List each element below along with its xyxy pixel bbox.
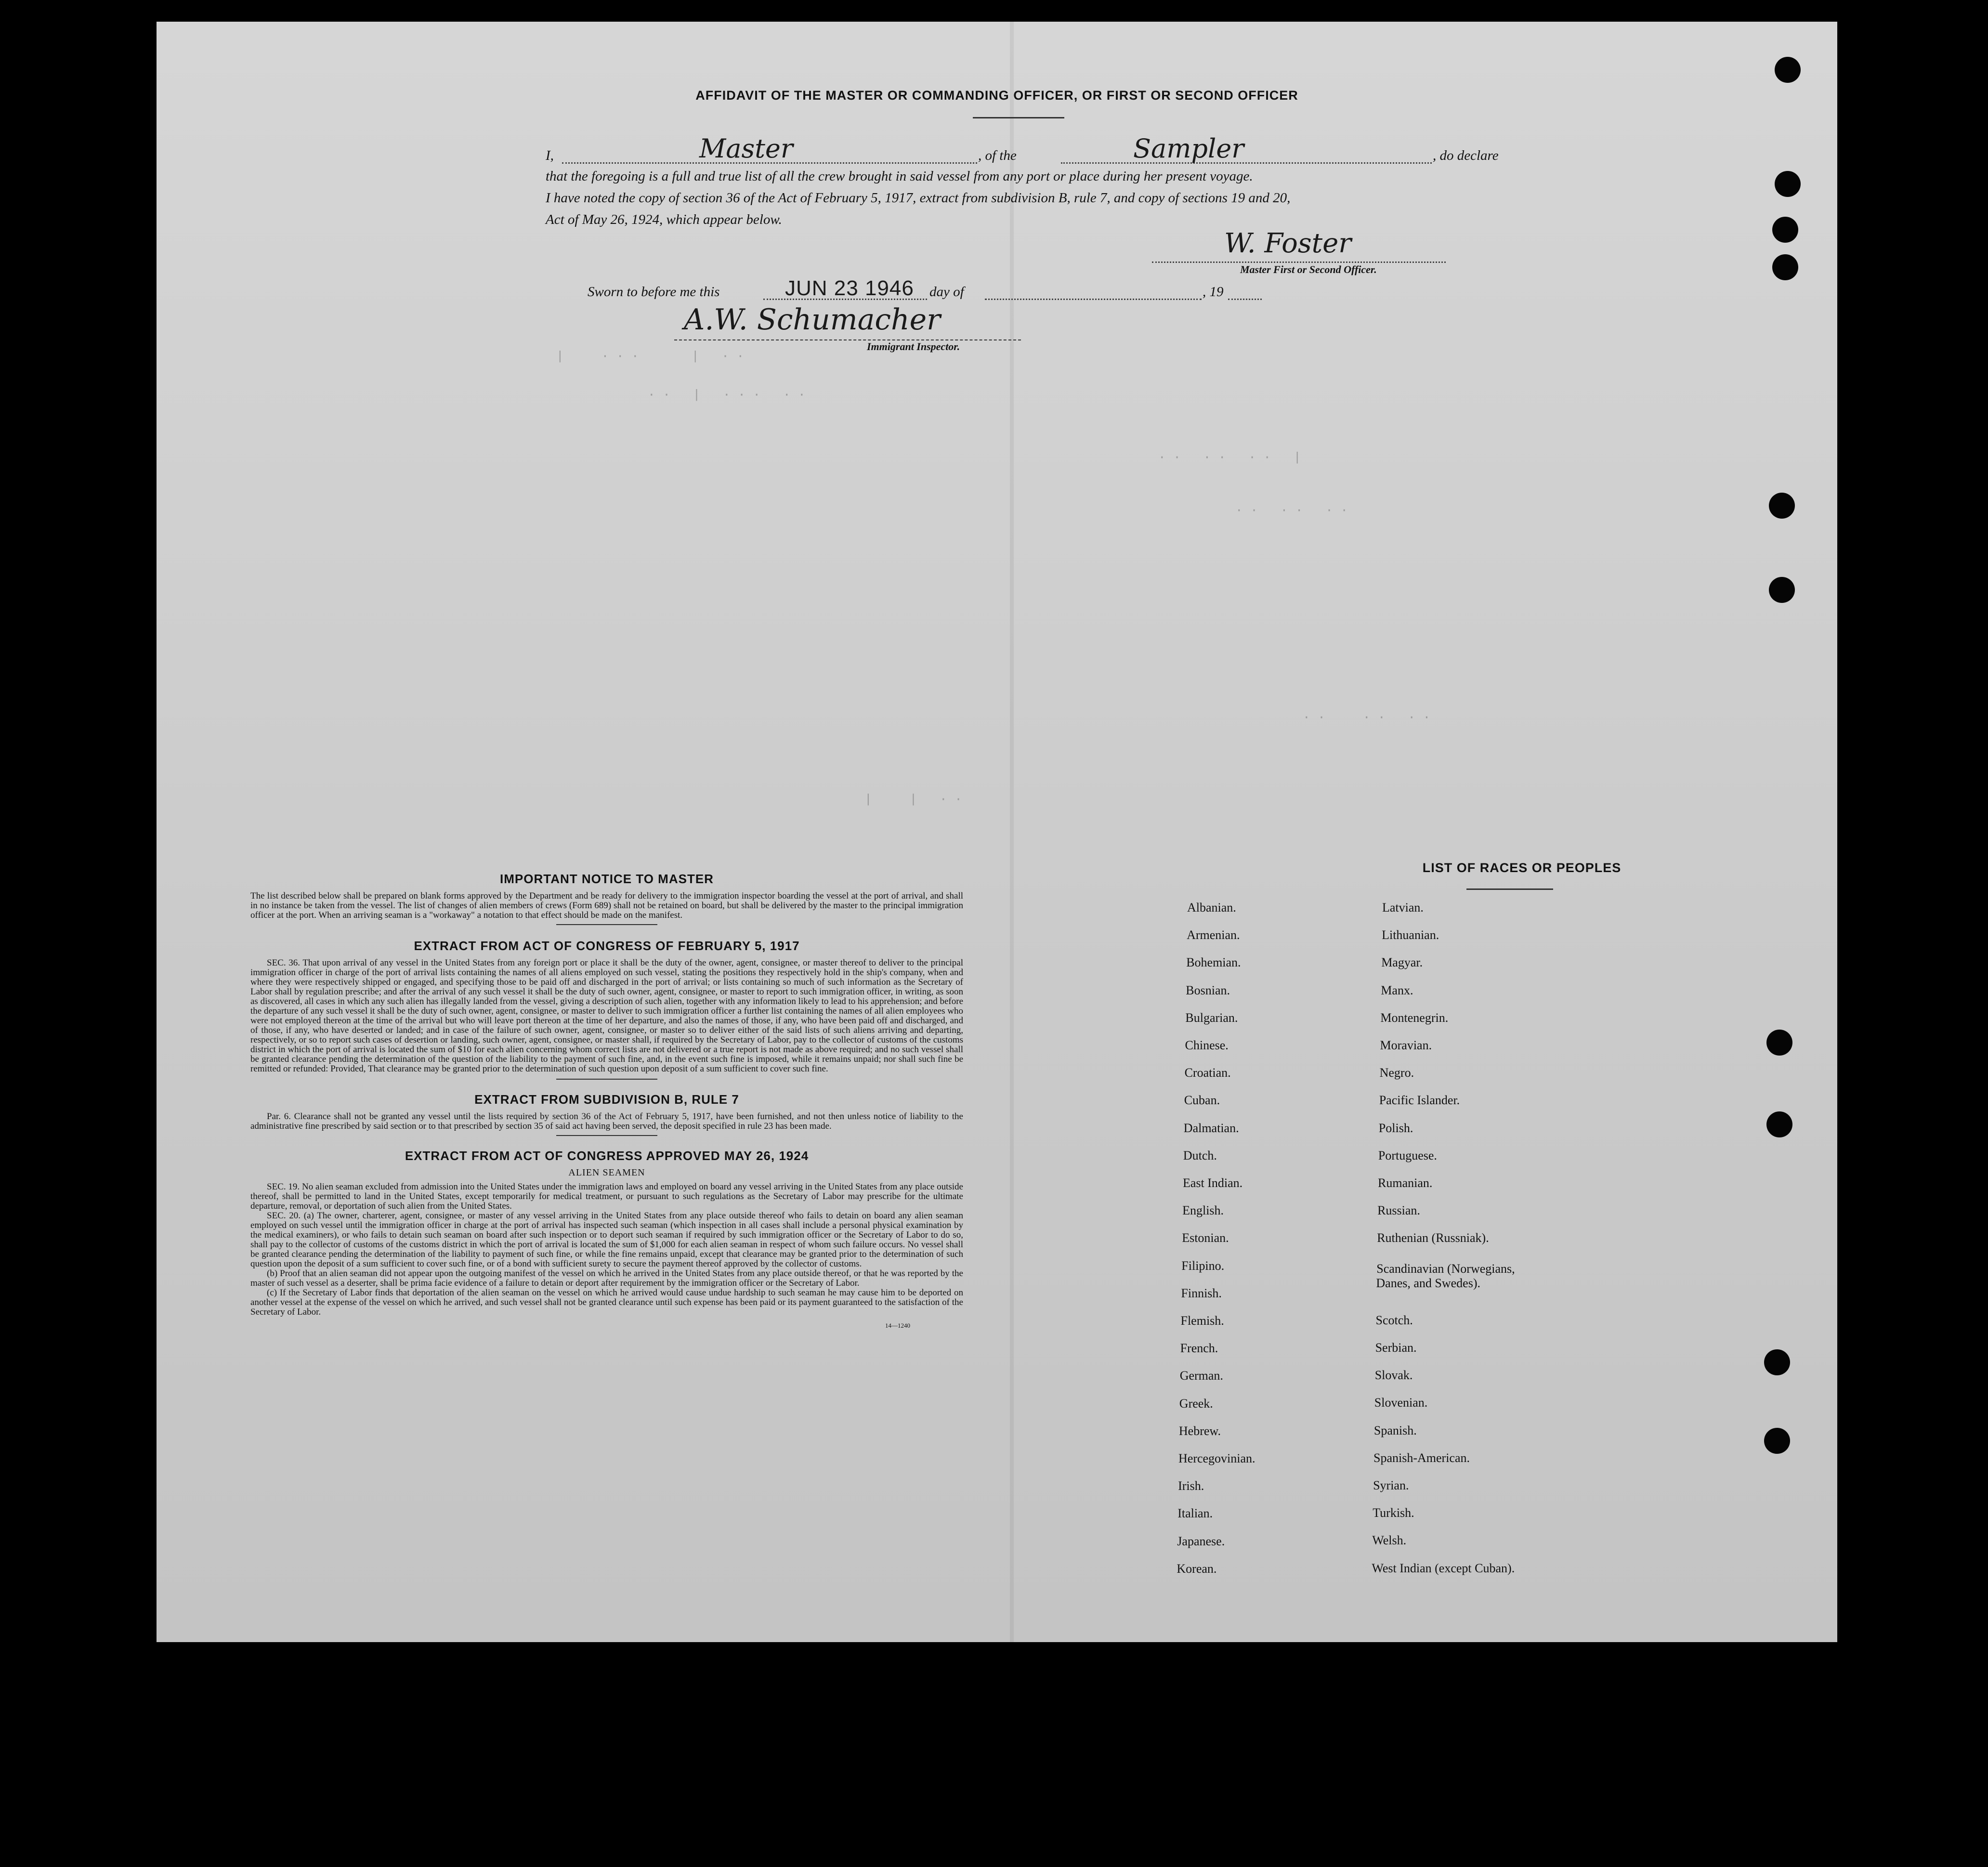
- race-item: Ruthenian (Russniak).: [1377, 1231, 1489, 1245]
- race-item: Polish.: [1378, 1121, 1413, 1135]
- binder-hole: [1772, 217, 1798, 243]
- document-page: | · · · | · · · · | · · · · · · · · · · · | · · · · · · · · · · · · | | · · AFFIDAVIT OF THE MASTER OR COMMANDING OFFICER, OR FIRST OR SECOND OFFICER I, Master , of the Sampler , do declare that the foregoing is a full and true list of all the crew brought in said vessel from any port or place during her present voyage. I have noted the copy of section 36 of the Act of February 5, 1917, extract from subdivision B, rule 7, and copy of sections 19 and 20, Act of May 26, 1924, which appear below. W. Foster Master First or Second Officer. Sworn to before me this JUN 23 1946 day of , 19 A.W. Schumacher Immigrant Inspector. IMPORTANT NOTICE TO MASTER The list described below shall be prepared on blank forms approved by the Department and be ready for delivery to the immigration inspector boarding the vessel at the port of arrival, and shall in no instance be taken from the vessel. The list of changes of alien members of crews (Form 689) shall not be retained on board, but shall be delivered by the master to the principal immigration officer at the port. When an arriving seaman is a "workaway" a notation to that effect should be made on the manifest. EXTRACT FROM ACT OF CONGRESS OF FEBRUARY 5, 1917 SEC. 36. That upon arrival of any vessel in the United States from any foreign port or place it shall be the duty of the owner, agent, consignee, or master thereof to deliver to the principal immigration officer in charge of the port of arrival lists containing the names of all aliens employed on such vessel, stating the positions they respectively hold in the ship's company, when and where they were respectively shipped or engaged, and specifying those to be paid off and discharged in the port of arrival; or lists containing so much of such information as the Secretary of Labor shall by regulation prescribe; and after the arrival of any such vessel it shall be the duty of such owner, agent, consignee, or master to report to such immigration officer, in writing, as soon as discovered, all cases in which any such alien has illegally landed from the vessel, giving a description of such alien, together with any information likely to lead to his apprehension; and before the departure of any such vessel it shall be the duty of such owner, agent, consignee, or master to deliver to such immigration officer a further list containing the names of all alien employees who were not employed thereon at the time of the arrival but who will leave port thereon at the time of her departure, and also the names of those, if any, who have been paid off and discharged, and of those, if any, who have deserted or landed; and in case of the failure of such owner, agent, consignee, or master so to deliver either of the said lists of such aliens arriving and departing, respectively, or so to report such cases of desertion or landing, such owner, agent, consignee, or master shall, if required by the Secretary of Labor, pay to the collector of customs of the customs district in which the port of arrival is located the sum of $10 for each alien concerning whom correct lists are not delivered or a true report is not made as above required; and no such vessel shall be granted clearance pending the determination of the question of the liability to the payment of such fine, and, in the event such fine is imposed, while it remains unpaid; nor shall such fine be remitted or refunded: Provided, That clearance may be granted prior to the determination of such question upon deposit of a sum sufficient to cover such fine. EXTRACT FROM SUBDIVISION B, RULE 7 Par. 6. Clearance shall not be granted any vessel until the lists required by section 36 of the Act of February 5, 1917, have been furnished, and not then unless notice of liability to the administrative fine prescribed by said section or to that prescribed by section 35 of said act having been served, the deposit specified in rule 23 has been made. EXTRACT FROM ACT OF CONGRESS APPROVED MAY 26, 1924 ALIEN SEAMEN SEC. 19. No alien seaman excluded from admission into the United States under the immigration laws and employed on board any vessel arriving in the United States from any place outside thereof, shall be permitted to land in the United States, except temporarily for medical treatment, or pursuant to such regulations as the Secretary of Labor may prescribe for the ultimate departure, removal, or deportation of such alien from the United States. SEC. 20. (a) The owner, charterer, agent, consignee, or master of any vessel arriving in the United States from any place outside thereof who fails to detain on board any alien seaman employed on such vessel until the immigration officer in charge at the port of arrival has inspected such seaman (which inspection in all cases shall include a personal physical examination by the medical examiners), or who fails to detain such seaman on board after such inspection or to deport such seaman if required by such immigration officer or the Secretary of Labor to do so, shall pay to the collector of customs of the customs district in which the port of arrival is located the sum of $1,000 for each alien seaman in respect of whom such failure occurs. No vessel shall be granted clearance pending the determination of the liability to payment of such fine, or while the fine remains unpaid, except that clearance may be granted prior to the determination of such question upon the deposit of a sum sufficient to cover such fine, or of a bond with sufficient surety to secure the payment thereof approved by the collector of customs. (b) Proof that an alien seaman did not appear upon the outgoing manifest of the vessel on which he arrived in the United States from any place outside thereof, or that he was reported by the master of such vessel as a deserter, shall be prima facie evidence of a failure to detain or deport after requirement by the immigration officer or the Secretary of Labor. (c) If the Secretary of Labor finds that deportation of the alien seaman on the vessel on which he arrived would cause undue hardship to such seaman he may cause him to be deported on another vessel at the expense of the vessel on which he arrived, and such vessel shall not be granted clearance until such expense has been paid or its payment guaranteed to the satisfaction of the Secretary of Labor. 14—1240 LIST OF RACES OR PEOPLES Albanian. Armenian. Bohemian. Bosnian. Bulgarian. Chinese. Croatian. Cuban. Dalmatian. Dutch. East Indian. English. Estonian. Filipino. Finnish. Flemish. French. German. Greek. Hebrew. Hercegovinian. Irish. Italian. Japanese. Korean. Latvian. Lithuanian. Magyar. Manx. Montenegrin. Moravian. Negro. Pacific Islander. Polish. Portuguese. Rumanian. Russian. Ruthenian (Russniak). Scandinavian (Norwegians, Danes, and Swedes). Scotch. Serbian. Slovak. Slovenian. Spanish. Spanish-American. Syrian. Turkish. Welsh. West Indian (except Cuban).: [157, 22, 1837, 1642]
- race-item: Welsh.: [1372, 1533, 1407, 1548]
- race-item: Pacific Islander.: [1379, 1093, 1460, 1108]
- race-item: Albanian.: [1187, 901, 1236, 914]
- race-item: Japanese.: [1177, 1534, 1225, 1548]
- section-rule: [556, 1079, 657, 1080]
- affidavit-body-line3: Act of May 26, 1924, which appear below.: [546, 212, 782, 227]
- race-item: Magyar.: [1381, 955, 1423, 970]
- race-item: Hercegovinian.: [1178, 1451, 1256, 1465]
- race-item: Turkish.: [1373, 1506, 1414, 1520]
- race-item: Bosnian.: [1186, 983, 1230, 997]
- sworn-date-field: [763, 278, 927, 300]
- race-item: Lithuanian.: [1382, 928, 1439, 942]
- race-item: French.: [1180, 1341, 1218, 1356]
- race-item: Estonian.: [1182, 1231, 1229, 1245]
- race-item: Rumanian.: [1378, 1176, 1433, 1190]
- race-item: Scotch.: [1375, 1313, 1413, 1327]
- race-item: Scandinavian (Norwegians,: [1376, 1261, 1515, 1276]
- vessel-handwriting: Sampler: [1133, 133, 1244, 164]
- race-item: Dutch.: [1183, 1148, 1217, 1162]
- officer-caption: Master First or Second Officer.: [1240, 263, 1377, 275]
- extract-rule7-text: Par. 6. Clearance shall not be granted any vessel until the lists required by section 36 of the Act of February 5, 1917, have been furnished, and not then unless notice of liability to the administrative fine prescribed by said section or to that prescribed by section 35 of said act having been served, the deposit specified in rule 23 has been made.: [250, 1111, 963, 1131]
- master-name-field: [562, 133, 977, 164]
- race-item: Greek.: [1179, 1396, 1213, 1410]
- inspector-caption: Immigrant Inspector.: [867, 340, 960, 353]
- race-item: Syrian.: [1373, 1478, 1409, 1492]
- sec20a-text: SEC. 20. (a) The owner, charterer, agent, consignee, or master of any vessel arriving in the United States from any place outside thereof who fails to detain on board any alien seaman employed on such vessel until the immigration officer in charge at the port of arrival has inspected such seaman (which inspection in all cases shall include a personal physical examination by the medical examiners), or who fails to detain such seaman on board after such inspection or to deport such seaman if required by such immigration officer or the Secretary of Labor to do so, shall pay to the collector of customs of the customs district in which the port of arrival is located the sum of $1,000 for each alien seaman in respect of whom such failure occurs. No vessel shall be granted clearance pending the determination of the liability to payment of such fine, or while the fine remains unpaid, except that clearance may be granted prior to the determination of such question upon the deposit of a sum sufficient to cover such fine, or of a bond with sufficient surety to secure the payment thereof approved by the collector of customs.: [250, 1211, 963, 1269]
- binder-hole: [1775, 171, 1801, 197]
- races-title-rule: [1466, 888, 1553, 890]
- year-field: [1228, 278, 1262, 300]
- race-item: Manx.: [1381, 983, 1413, 997]
- binder-hole: [1772, 254, 1798, 280]
- sec20b-text: (b) Proof that an alien seaman did not appear upon the outgoing manifest of the vessel on which he arrived in the United States from any place outside thereof, or that he was reported by the master of such vessel as a deserter, shall be prima facie evidence of a failure to detain or deport after requirement by the immigration officer or the Secretary of Labor.: [250, 1268, 963, 1288]
- race-item: Portuguese.: [1378, 1148, 1437, 1162]
- binder-hole: [1764, 1349, 1790, 1375]
- title-rule: [973, 117, 1064, 118]
- binder-hole: [1764, 1428, 1790, 1454]
- race-item: Bohemian.: [1186, 955, 1241, 970]
- officer-signature-field: [1152, 228, 1446, 263]
- year-prefix: , 19: [1203, 284, 1224, 300]
- section-rule: [556, 924, 657, 925]
- extract-rule7-title: EXTRACT FROM SUBDIVISION B, RULE 7: [474, 1092, 739, 1107]
- extract-1924-subtitle: ALIEN SEAMEN: [568, 1167, 645, 1178]
- sec19-text: SEC. 19. No alien seaman excluded from admission into the United States under the immigration laws and employed on board any vessel arriving in the United States from any place outside thereof, shall be permitted to land in the United States, except temporarily for medical treatment, or pursuant to such regulations as the Secretary of Labor may prescribe for the ultimate departure, removal, or deportation of such alien from the United States.: [250, 1182, 963, 1211]
- inspector-signature: A.W. Schumacher: [684, 303, 941, 337]
- extract-1917-title: EXTRACT FROM ACT OF CONGRESS OF FEBRUARY 5, 1917: [414, 939, 800, 953]
- notice-section: [250, 872, 963, 1330]
- affidavit-title: AFFIDAVIT OF THE MASTER OR COMMANDING OFFICER, OR FIRST OR SECOND OFFICER: [695, 88, 1298, 103]
- section-rule: [556, 1135, 657, 1136]
- race-item: Spanish-American.: [1373, 1450, 1470, 1465]
- race-item: German.: [1179, 1369, 1223, 1383]
- race-item: Latvian.: [1382, 901, 1424, 914]
- inspector-signature-field: [674, 303, 1021, 340]
- race-item: Serbian.: [1375, 1341, 1417, 1355]
- day-of-label: day of: [929, 284, 964, 300]
- race-item: West Indian (except Cuban).: [1372, 1561, 1515, 1575]
- master-handwriting: Master: [699, 133, 793, 164]
- race-item: Finnish.: [1181, 1286, 1222, 1300]
- race-item: Slovak.: [1374, 1368, 1413, 1383]
- extract-1924-title: EXTRACT FROM ACT OF CONGRESS APPROVED MAY 26, 1924: [405, 1149, 809, 1163]
- binder-hole: [1769, 493, 1795, 519]
- race-item: Spanish.: [1373, 1423, 1417, 1437]
- race-item: Chinese.: [1185, 1038, 1229, 1052]
- race-item: Croatian.: [1184, 1066, 1231, 1080]
- race-item: Montenegrin.: [1380, 1010, 1449, 1025]
- month-field: [985, 278, 1202, 300]
- race-item: Bulgarian.: [1185, 1010, 1238, 1025]
- races-title: LIST OF RACES OR PEOPLES: [1422, 861, 1622, 875]
- affidavit-body-line1: that the foregoing is a full and true list of all the crew brought in said vessel from any port or place during her present voyage.: [546, 169, 1253, 184]
- race-item: Negro.: [1379, 1066, 1414, 1080]
- binder-hole: [1775, 57, 1801, 83]
- binder-hole: [1769, 577, 1795, 603]
- i-label: I,: [546, 148, 554, 163]
- notice-title: IMPORTANT NOTICE TO MASTER: [500, 872, 714, 886]
- race-item: Filipino.: [1181, 1258, 1225, 1273]
- form-number: 14—1240: [885, 1322, 910, 1329]
- race-item: Dalmatian.: [1183, 1121, 1239, 1135]
- race-item: Moravian.: [1380, 1038, 1432, 1052]
- date-stamp: JUN 23 1946: [785, 276, 914, 300]
- race-item: Cuban.: [1184, 1093, 1220, 1108]
- notice-text: The list described below shall be prepared on blank forms approved by the Department and be ready for delivery to the immigration inspector boarding the vessel at the port of arrival, and shall in no instance be taken from the vessel. The list of changes of alien members of crews (Form 689) shall not be retained on board, but shall be delivered by the master to the principal immigration officer at the port. When an arriving seaman is a "workaway" a notation to that effect should be made on the manifest.: [250, 891, 963, 920]
- race-item: Korean.: [1177, 1561, 1217, 1576]
- race-item: Danes, and Swedes).: [1376, 1276, 1480, 1290]
- race-item: Italian.: [1177, 1506, 1213, 1521]
- race-item: Slovenian.: [1374, 1396, 1428, 1410]
- affidavit-body-line2: I have noted the copy of section 36 of the Act of February 5, 1917, extract from subdivision B, rule 7, and copy of sections 19 and 20,: [546, 190, 1291, 206]
- extract-1917-text: SEC. 36. That upon arrival of any vessel in the United States from any foreign port or place it shall be the duty of the owner, agent, consignee, or master thereof to deliver to the principal immigration officer in charge of the port of arrival lists containing the names of all aliens employed on such vessel, stating the positions they respectively hold in the ship's company, when and where they were respectively shipped or engaged, and specifying those to be paid off and discharged in the port of arrival; or lists containing so much of such information as the Secretary of Labor shall by regulation prescribe; and after the arrival of any such vessel it shall be the duty of such owner, agent, consignee, or master to report to such immigration officer, in writing, as soon as discovered, all cases in which any such alien has illegally landed from the vessel, giving a description of such alien, together with any information likely to lead to his apprehension; and before the departure of any such vessel it shall be the duty of such owner, agent, consignee, or master to deliver to such immigration officer a further list containing the names of all alien employees who were not employed thereon at the time of the arrival but who will leave port thereon at the time of her departure, and also the names of those, if any, who have been paid off and discharged, and of those, if any, who have deserted or landed; and in case of the failure of such owner, agent, consignee, or master so to deliver either of the said lists of such aliens arriving and departing, respectively, or so to report such cases of desertion or landing, such owner, agent, consignee, or master shall, if required by the Secretary of Labor, pay to the collector of customs of the customs district in which the port of arrival is located the sum of $10 for each alien concerning whom correct lists are not delivered or a true report is not made as above required; and no such vessel shall be granted clearance pending the determination of the question of the liability to the payment of such fine, and, in the event such fine is imposed, while it remains unpaid; nor shall such fine be remitted or refunded: Provided, That clearance may be granted prior to the determination of such question upon deposit of a sum sufficient to cover such fine.: [250, 958, 963, 1074]
- race-item: Irish.: [1178, 1479, 1204, 1493]
- binder-hole: [1766, 1030, 1792, 1056]
- race-item: Flemish.: [1180, 1314, 1224, 1328]
- of-the-label: , of the: [978, 148, 1017, 163]
- race-item: Russian.: [1377, 1203, 1420, 1218]
- page-fold: [1010, 22, 1014, 1642]
- officer-signature: W. Foster: [1224, 228, 1352, 259]
- race-item: English.: [1182, 1203, 1224, 1218]
- race-item: East Indian.: [1183, 1176, 1243, 1190]
- sec20c-text: (c) If the Secretary of Labor finds that deportation of the alien seaman on the vessel on which he arrived would cause undue hardship to such seaman he may cause him to be deported on another vessel at the expense of the vessel on which he arrived, and such vessel shall not be granted clearance until such expense has been paid or its payment guaranteed to the satisfaction of the Secretary of Labor.: [250, 1288, 963, 1317]
- binder-hole: [1766, 1111, 1792, 1137]
- sworn-label: Sworn to before me this: [588, 284, 720, 300]
- declare-label: , do declare: [1433, 148, 1499, 163]
- race-item: Armenian.: [1187, 928, 1240, 942]
- race-item: Hebrew.: [1178, 1423, 1221, 1438]
- vessel-name-field: [1061, 133, 1432, 164]
